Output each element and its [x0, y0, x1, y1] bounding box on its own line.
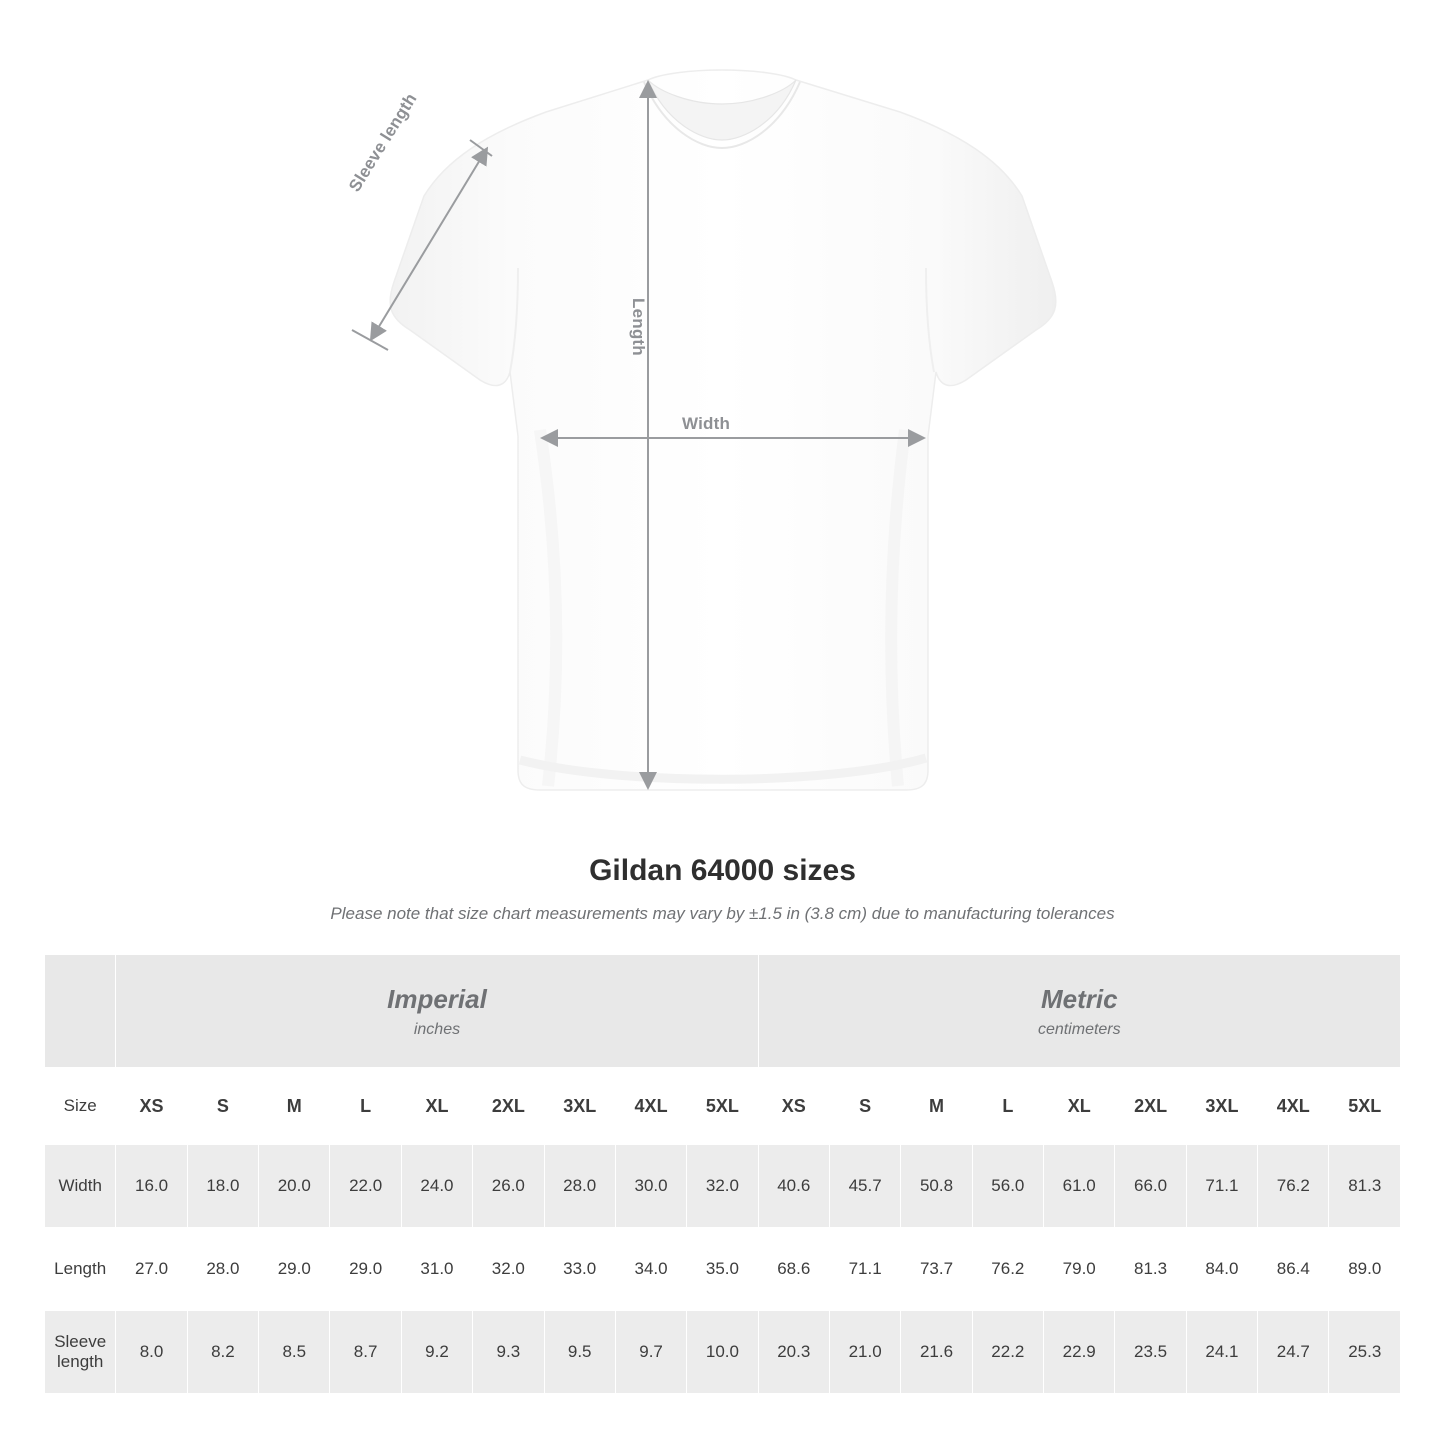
length-metric-3xl: 84.0 [1186, 1228, 1257, 1311]
row-header-sleeve-length: Sleeve length [45, 1311, 116, 1394]
width-metric-3xl: 71.1 [1186, 1145, 1257, 1228]
sleeve-metric-xl: 22.9 [1044, 1311, 1115, 1394]
width-imperial-2xl: 26.0 [473, 1145, 544, 1228]
sleeve-metric-5xl: 25.3 [1329, 1311, 1401, 1394]
sleeve-imperial-3xl: 9.5 [544, 1311, 615, 1394]
size-metric-5xl: 5XL [1329, 1068, 1401, 1145]
row-header-width: Width [45, 1145, 116, 1228]
size-chart-table-wrap [44, 954, 1401, 1394]
length-imperial-xs: 27.0 [116, 1228, 187, 1311]
width-metric-4xl: 76.2 [1258, 1145, 1329, 1228]
sleeve-metric-3xl: 24.1 [1186, 1311, 1257, 1394]
imperial-header [116, 955, 758, 1068]
length-label: Length [629, 298, 648, 356]
table-row-width [45, 1145, 1401, 1228]
width-imperial-4xl: 30.0 [615, 1145, 686, 1228]
sleeve-imperial-xl: 9.2 [401, 1311, 472, 1394]
length-imperial-3xl: 33.0 [544, 1228, 615, 1311]
size-metric-xs: XS [758, 1068, 829, 1145]
size-imperial-xs: XS [116, 1068, 187, 1145]
size-imperial-xl: XL [401, 1068, 472, 1145]
width-metric-xl: 61.0 [1044, 1145, 1115, 1228]
size-metric-s: S [829, 1068, 900, 1145]
sleeve-imperial-4xl: 9.7 [615, 1311, 686, 1394]
unit-header-spacer [45, 955, 116, 1068]
length-metric-4xl: 86.4 [1258, 1228, 1329, 1311]
sleeve-metric-xs: 20.3 [758, 1311, 829, 1394]
length-imperial-s: 28.0 [187, 1228, 258, 1311]
size-metric-m: M [901, 1068, 972, 1145]
width-label: Width [682, 414, 731, 433]
size-imperial-5xl: 5XL [687, 1068, 758, 1145]
length-imperial-m: 29.0 [259, 1228, 330, 1311]
size-metric-l: L [972, 1068, 1043, 1145]
size-metric-3xl: 3XL [1186, 1068, 1257, 1145]
length-metric-l: 76.2 [972, 1228, 1043, 1311]
width-imperial-3xl: 28.0 [544, 1145, 615, 1228]
length-imperial-5xl: 35.0 [687, 1228, 758, 1311]
width-imperial-xs: 16.0 [116, 1145, 187, 1228]
sleeve-metric-m: 21.6 [901, 1311, 972, 1394]
length-metric-xs: 68.6 [758, 1228, 829, 1311]
imperial-subtitle: inches [413, 1021, 461, 1039]
length-imperial-4xl: 34.0 [615, 1228, 686, 1311]
size-imperial-m: M [259, 1068, 330, 1145]
size-imperial-s: S [187, 1068, 258, 1145]
sleeve-imperial-xs: 8.0 [116, 1311, 187, 1394]
table-row-length [45, 1228, 1401, 1311]
length-metric-5xl: 89.0 [1329, 1228, 1401, 1311]
size-metric-xl: XL [1044, 1068, 1115, 1145]
metric-header [758, 955, 1400, 1068]
size-imperial-3xl: 3XL [544, 1068, 615, 1145]
sleeve-imperial-2xl: 9.3 [473, 1311, 544, 1394]
length-metric-m: 73.7 [901, 1228, 972, 1311]
width-imperial-s: 18.0 [187, 1145, 258, 1228]
width-metric-xs: 40.6 [758, 1145, 829, 1228]
size-imperial-l: L [330, 1068, 401, 1145]
width-imperial-l: 22.0 [330, 1145, 401, 1228]
sleeve-metric-l: 22.2 [972, 1311, 1043, 1394]
metric-title: Metric [1041, 983, 1118, 1014]
length-imperial-2xl: 32.0 [473, 1228, 544, 1311]
sleeve-imperial-l: 8.7 [330, 1311, 401, 1394]
width-metric-m: 50.8 [901, 1145, 972, 1228]
size-metric-4xl: 4XL [1258, 1068, 1329, 1145]
width-imperial-xl: 24.0 [401, 1145, 472, 1228]
width-metric-2xl: 66.0 [1115, 1145, 1186, 1228]
size-chart-table [44, 954, 1401, 1394]
size-row [45, 1068, 1401, 1145]
width-imperial-m: 20.0 [259, 1145, 330, 1228]
size-imperial-2xl: 2XL [473, 1068, 544, 1145]
length-metric-xl: 79.0 [1044, 1228, 1115, 1311]
tolerance-note: Please note that size chart measurements may vary by ±1.5 in (3.8 cm) due to manufacturing tolerances [330, 904, 1115, 923]
length-imperial-xl: 31.0 [401, 1228, 472, 1311]
unit-header-row [45, 955, 1401, 1068]
sleeve-imperial-s: 8.2 [187, 1311, 258, 1394]
size-metric-2xl: 2XL [1115, 1068, 1186, 1145]
width-metric-5xl: 81.3 [1329, 1145, 1401, 1228]
length-imperial-l: 29.0 [330, 1228, 401, 1311]
length-metric-2xl: 81.3 [1115, 1228, 1186, 1311]
row-header-size: Size [45, 1068, 116, 1145]
sleeve-length-label: Sleeve length [345, 89, 421, 196]
imperial-title: Imperial [387, 983, 487, 1014]
sleeve-metric-2xl: 23.5 [1115, 1311, 1186, 1394]
sleeve-imperial-m: 8.5 [259, 1311, 330, 1394]
metric-subtitle: centimeters [1037, 1021, 1121, 1039]
length-metric-s: 71.1 [829, 1228, 900, 1311]
width-metric-s: 45.7 [829, 1145, 900, 1228]
page-title: Gildan 64000 sizes [589, 854, 856, 887]
sleeve-metric-s: 21.0 [829, 1311, 900, 1394]
width-metric-l: 56.0 [972, 1145, 1043, 1228]
sleeve-metric-4xl: 24.7 [1258, 1311, 1329, 1394]
row-header-length: Length [45, 1228, 116, 1311]
sleeve-imperial-5xl: 10.0 [687, 1311, 758, 1394]
size-imperial-4xl: 4XL [615, 1068, 686, 1145]
table-row-sleeve-length [45, 1311, 1401, 1394]
width-imperial-5xl: 32.0 [687, 1145, 758, 1228]
